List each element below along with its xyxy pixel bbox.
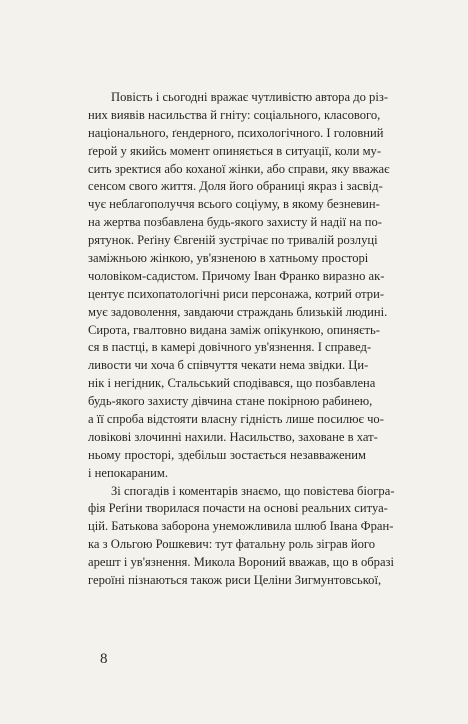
text-line: цій. Батькова заборона унеможливила шлюб Івана Фран-: [88, 519, 394, 534]
body-text: [88, 89, 395, 590]
text-line: ньому просторі, здебільш зостається незавваженим: [88, 447, 366, 462]
text-line: центує психопатологічні риси персонажа, котрий отри-: [88, 286, 385, 301]
text-line: чує неблагополуччя всього соціуму, в якому безневин-: [88, 197, 380, 212]
text-line: будь-якого захисту дівчина стане покірною рабинею,: [88, 394, 373, 409]
text-line: ся в пастці, в камері довічного ув'язнення. І справед-: [88, 340, 372, 355]
text-line: Сирота, гвалтовно видана заміж опікункою, опиняєть-: [88, 322, 380, 337]
page-number: 8: [100, 651, 108, 667]
text-line: арешт і ув'язнення. Микола Вороний вважав, що в образі: [88, 555, 395, 570]
text-line: Повість і сьогодні вражає чутливістю автора до різ-: [111, 90, 389, 104]
text-line: сить зректися або коханої жінки, або справи, яку вважає: [88, 161, 390, 176]
text-line: нік і негідник, Стальський сподівався, що позбавлена: [88, 376, 376, 391]
text-line: ґерой у якийсь момент опиняється в ситуації, коли му-: [88, 143, 382, 158]
text-line: героїні пізнаються також риси Целіни Зигмунтовської,: [88, 573, 382, 588]
text-line: Зі спогадів і коментарів знаємо, що повістева біогра-: [111, 483, 395, 498]
text-line: сенсом свого життя. Доля його обраниці якраз і засвід-: [88, 179, 383, 194]
text-line: рятунок. Реґіну Євгеній зустрічає по тривалій розлуці: [88, 233, 378, 248]
text-line: ка з Ольгою Рошкевич: тут фатальну роль зіграв його: [88, 537, 376, 552]
text-line: ловікові злочинні нахили. Насильство, заховане в хат-: [88, 429, 378, 444]
text-line: чоловіком-садистом. Причому Іван Франко виразно ак-: [88, 268, 385, 283]
text-line: на жертва позбавлена будь-якого захисту й надії на по-: [88, 215, 382, 230]
text-line: них виявів насильства й гніту: соціального, класового,: [88, 107, 381, 122]
text-line: ливости чи хоча б співчуття чекати нема звідки. Ци-: [88, 358, 369, 373]
text-line: і непокараним.: [88, 465, 169, 480]
text-line: заміжньою жінкою, ув'язненою в хатньому просторі: [88, 251, 369, 266]
text-line: а її спроба відстояти власну гідність лише посилює чо-: [88, 412, 384, 427]
text-line: фія Реґіни творилася почасти на основі реальних ситуа-: [88, 501, 388, 516]
text-line: національного, ґендерного, психологічного. І головний: [88, 125, 384, 140]
text-line: мує задоволення, завдаючи страждань близькій людині.: [88, 304, 388, 319]
